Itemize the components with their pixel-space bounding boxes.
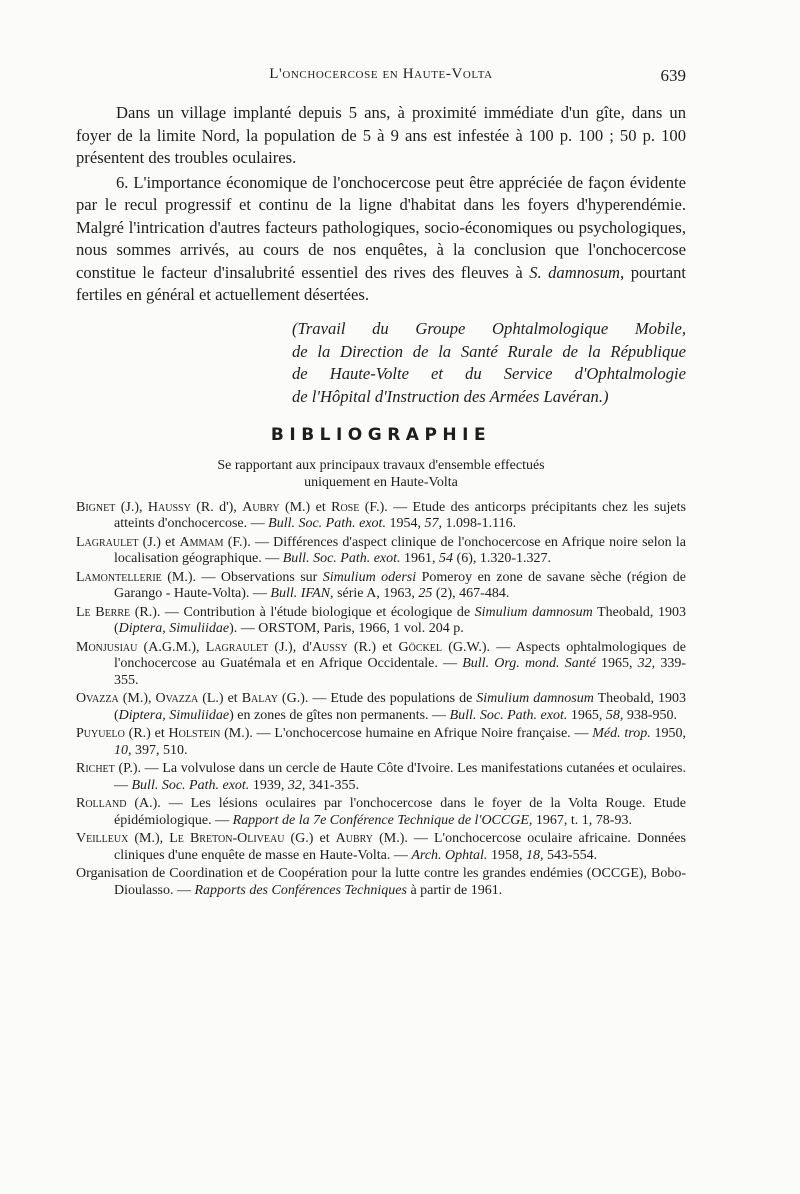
- author-name: Richet: [76, 761, 115, 777]
- reference-text: — Contribution à l'étude biologique et écologique de: [160, 605, 475, 620]
- author-separator: (J.),: [115, 500, 148, 515]
- reference-italic-text: 18,: [525, 847, 544, 863]
- reference-text: — Les lésions oculaires par l'onchocercose dans le foyer de la Volta Rouge. Etude épidémiologique. —: [114, 796, 686, 828]
- reference-text: (6), 1.320-1.327.: [453, 551, 552, 567]
- reference-text: Organisation de Coordination et de Coopération pour la lutte contre les grandes endémies (OCCGE), Bobo-Dioulasso. —: [76, 866, 686, 898]
- reference-italic-text: Diptera, Simuliidae: [118, 621, 230, 637]
- author-name: Aubry: [242, 500, 280, 515]
- reference-text: 1965,: [567, 707, 606, 723]
- reference-text: (2), 467-484.: [432, 586, 510, 602]
- author-name: Ovazza: [76, 691, 119, 707]
- author-separator: (M.).: [220, 726, 253, 742]
- subheading-line: uniquement en Haute-Volta: [304, 474, 458, 490]
- author-separator: (G.).: [277, 691, 309, 707]
- paragraph-2-end: pourtant fertiles en général et actuellement désertées.: [76, 262, 687, 304]
- author-separator: (R.).: [130, 605, 161, 620]
- author-name: Ovazza: [155, 691, 199, 707]
- author-name: Lamontellerie: [76, 570, 162, 585]
- author-separator: (F.).: [359, 500, 388, 515]
- running-title: L'onchocercose en Haute-Volta: [269, 66, 493, 82]
- author-name: Ammam: [179, 535, 224, 550]
- reference-text: 341-355.: [305, 777, 359, 793]
- author-name: Monjusiau: [76, 640, 138, 655]
- reference-text: 1950,: [650, 726, 687, 742]
- reference-italic-text: 57,: [424, 516, 442, 532]
- bibliography-heading: BIBLIOGRAPHIE: [270, 425, 492, 445]
- author-name: Veilleux: [76, 831, 129, 847]
- reference-text: — L'onchocercose oculaire africaine. Données cliniques d'une enquête de masse en Haute-Volta. —: [114, 831, 686, 863]
- author-separator: (A.).: [126, 796, 161, 812]
- body-text: [76, 102, 686, 307]
- author-separator: (L.) et: [198, 691, 242, 707]
- reference-text: Theobald, 1903 (: [114, 691, 687, 723]
- reference-entry: [76, 761, 686, 794]
- reference-italic-text: 54: [439, 551, 454, 567]
- attribution-line: (Travail du Groupe Ophtalmologique Mobile,: [292, 319, 686, 338]
- reference-text: 1954,: [385, 516, 425, 532]
- reference-text: — Observations sur: [196, 570, 323, 585]
- reference-text: 543-554.: [543, 847, 598, 863]
- author-name: Göckel: [398, 640, 442, 655]
- attribution-line: de l'Hôpital d'Instruction des Armées Lavéran.): [292, 386, 609, 406]
- reference-italic-text: Bull. Soc. Path. exot.: [282, 551, 401, 567]
- reference-entry: [76, 570, 686, 603]
- reference-entry: [76, 831, 686, 864]
- reference-text: — La volvulose dans un cercle de Haute Côte d'Ivoire. Les manifestations cutanées et oculaires. —: [114, 761, 687, 793]
- reference-text: — Aspects ophtalmologiques de l'onchocercose au Guatémala et en Afrique Occidentale. —: [114, 640, 687, 672]
- author-separator: (A.G.M.),: [137, 640, 206, 655]
- reference-entry: [76, 726, 686, 759]
- reference-italic-text: Bull. Org. mond. Santé: [462, 656, 596, 672]
- reference-text: ). — ORSTOM, Paris, 1966, 1 vol. 204 p.: [229, 621, 464, 637]
- author-name: Bignet: [76, 500, 116, 515]
- reference-italic-text: Rapports des Conférences Techniques: [194, 882, 407, 898]
- reference-italic-text: Simulium damnosum: [476, 691, 594, 707]
- species-name: S. damnosum,: [529, 262, 625, 282]
- reference-italic-text: 25: [418, 586, 433, 602]
- reference-italic-text: Bull. Soc. Path. exot.: [131, 777, 250, 793]
- reference-text: 938-950.: [623, 707, 678, 723]
- attribution-line: de la Direction de la Santé Rurale de la République: [292, 341, 686, 361]
- reference-text: — Différences d'aspect clinique de l'onchocercose en Afrique noire selon la localisation géographique. —: [114, 535, 686, 567]
- reference-text: — Etude des anticorps précipitants chez les sujets atteints d'onchocercose. —: [114, 500, 686, 532]
- reference-text: 1.098-1.116.: [441, 516, 517, 532]
- author-separator: (F.).: [223, 535, 251, 550]
- author-separator: (M.),: [128, 831, 170, 847]
- reference-italic-text: Bull. IFAN,: [270, 586, 334, 602]
- reference-italic-text: 10,: [114, 742, 132, 758]
- reference-entry: [76, 535, 686, 568]
- bibliography-subheading: [76, 458, 686, 491]
- author-name: Le Berre: [76, 605, 131, 620]
- author-separator: (R. d'),: [190, 500, 243, 515]
- author-separator: (M.).: [373, 831, 408, 847]
- reference-entry: [76, 691, 686, 724]
- reference-text: 1958,: [487, 847, 526, 863]
- author-name: Aubry: [335, 831, 374, 847]
- reference-italic-text: 32,: [287, 777, 306, 793]
- reference-italic-text: Simulium odersi: [322, 570, 417, 585]
- reference-text: 397, 510.: [131, 742, 188, 758]
- author-name: Lagraulet: [205, 640, 269, 655]
- subheading-line: Se rapportant aux principaux travaux d'ensemble effectués: [217, 458, 545, 473]
- reference-text: 339-355.: [114, 656, 687, 688]
- author-name: Lagraulet: [76, 535, 139, 550]
- reference-italic-text: Bull. Soc. Path. exot.: [449, 707, 568, 723]
- author-separator: (M.) et: [279, 500, 332, 515]
- paragraph-1: Dans un village implanté depuis 5 ans, à proximité immédiate d'un gîte, dans un foyer de la limite Nord, la population de 5 à 9 ans est infestée à 100 p. 100 ; 50 p. 100 présentent des troubles oculaires.: [76, 103, 686, 167]
- reference-italic-text: Arch. Ophtal.: [411, 847, 488, 863]
- author-separator: (J.), d': [268, 640, 312, 655]
- author-separator: (R.) et: [347, 640, 399, 655]
- author-name: Le Breton-Oliveau: [169, 831, 285, 847]
- reference-text: série A, 1963,: [333, 586, 419, 602]
- paragraph-2: [76, 172, 686, 307]
- reference-italic-text: Méd. trop.: [592, 726, 651, 742]
- author-name: Rose: [331, 500, 360, 515]
- author-separator: (M.).: [161, 570, 196, 585]
- reference-text: Pomeroy en zone de savane sèche (région de Garango - Haute-Volta). —: [114, 570, 686, 602]
- author-name: Haussy: [147, 500, 191, 515]
- reference-entry: [76, 796, 686, 829]
- page-number: 639: [660, 66, 686, 85]
- author-separator: (G.W.).: [441, 640, 491, 655]
- author-name: Aussy: [311, 640, 348, 655]
- reference-entry: [76, 640, 686, 689]
- reference-text: Theobald, 1903 (: [114, 605, 687, 637]
- author-separator: (G.) et: [284, 831, 336, 847]
- reference-text: ) en zones de gîtes non permanents. —: [229, 707, 450, 723]
- author-separator: (P.).: [114, 761, 142, 777]
- reference-text: 1967, t. 1, 78-93.: [532, 812, 632, 828]
- reference-italic-text: Diptera, Simuliidae: [118, 707, 230, 723]
- reference-italic-text: Bull. Soc. Path. exot.: [268, 516, 386, 532]
- author-separator: (J.) et: [138, 535, 180, 550]
- reference-text: — L'onchocercose humaine en Afrique Noire française. —: [252, 726, 593, 742]
- running-header: [76, 66, 686, 90]
- reference-text: à partir de 1961.: [406, 882, 503, 898]
- author-name: Rolland: [76, 796, 127, 812]
- reference-italic-text: Simulium damnosum: [474, 605, 593, 620]
- reference-text: 1939,: [249, 777, 288, 793]
- reference-text: — Etude des populations de: [308, 691, 477, 707]
- paragraph-2-start: 6. L'importance économique de l'onchocercose peut être appréciée de façon évidente par le recul progressif et continu de la ligne d'habitat dans les foyers d'hyperendémie. Malgré l'intrication d'autres facteurs pathologiques, socio-économiques ou psychologiques, nous sommes arrivés, au cours de nos enquêtes, à la conclusion que l'onchocercose constitue le facteur d'insalubrité essentiel des rives des fleuves à: [76, 172, 686, 282]
- reference-italic-text: Rapport de la 7e Conférence Technique de l'OCCGE,: [232, 812, 533, 828]
- reference-text: 1965,: [595, 656, 638, 672]
- reference-list: [76, 500, 686, 901]
- reference-entry: [76, 866, 686, 899]
- reference-italic-text: 32,: [637, 656, 656, 672]
- reference-entry: [76, 605, 686, 638]
- reference-entry: [76, 500, 686, 533]
- author-name: Balay: [241, 691, 278, 707]
- author-name: Puyuelo: [76, 726, 125, 742]
- attribution-line: de Haute-Volte et du Service d'Ophtalmologie: [292, 364, 686, 383]
- reference-text: 1961,: [400, 551, 440, 567]
- author-separator: (M.),: [118, 691, 156, 707]
- attribution-block: [292, 318, 686, 408]
- author-name: Holstein: [168, 726, 221, 742]
- reference-italic-text: 58,: [605, 707, 624, 723]
- author-separator: (R.) et: [124, 726, 169, 742]
